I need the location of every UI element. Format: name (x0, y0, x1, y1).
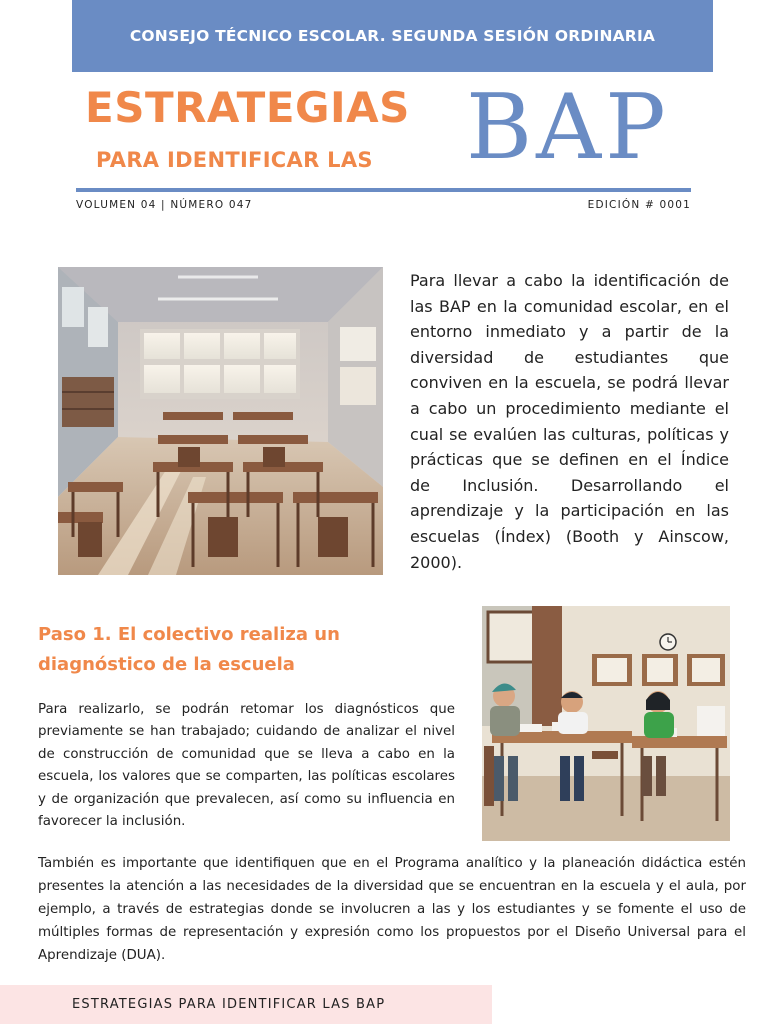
step-1-paragraph: Para realizarlo, se podrán retomar los diagnósticos que previamente se han trabajado; cuidando de analizar el nivel de construcción de comunidad que se lleva a cabo en la escuela, los valores que se comparten, las políticas escolares y de organización que prevalecen, así como su influencia en favorecer la inclusión. (38, 702, 455, 830)
volume-number: VOLUMEN 04 | NÚMERO 047 (76, 199, 253, 211)
edition-number: EDICIÓN # 0001 (587, 199, 691, 211)
closing-paragraph: También es importante que identifiquen que en el Programa analítico y la planeación didáctica estén presentes la atención a las necesidades de la diversidad que se encuentran en la escuela y el aula, por ejemplo, a través de estrategias donde se involucren a las y los estudiantes y se fomente el uso de múltiples formas de representación y expresión como los propuestos por el Diseño Universal para el Aprendizaje (DUA). (38, 856, 746, 963)
title-subtitle: PARA IDENTIFICAR LAS (96, 148, 373, 172)
footer-bar (0, 985, 492, 1024)
header-banner (72, 0, 713, 72)
classroom-illustration (58, 267, 383, 575)
banner-text: CONSEJO TÉCNICO ESCOLAR. SEGUNDA SESIÓN ORDINARIA (129, 27, 656, 45)
header-divider (76, 188, 691, 192)
title-bap: BAP (466, 75, 670, 180)
students-illustration (482, 606, 730, 841)
intro-paragraph: Para llevar a cabo la identificación de las BAP en la comunidad escolar, en el entorno inmediato y a partir de la diversidad de estudiantes que conviven en la escuela, se podrá llevar a cabo un procedimiento mediante el cual se evalúen las culturas, políticas y prácticas que se definen en el Índice de Inclusión. Desarrollando el aprendizaje y la participación en las escuelas (Índex) (Booth y Ainscow, 2000). (410, 271, 729, 572)
footer-text: ESTRATEGIAS PARA IDENTIFICAR LAS BAP (72, 997, 386, 1012)
title-main: ESTRATEGIAS (85, 83, 410, 132)
step-1-heading: Paso 1. El colectivo realiza un diagnóstico de la escuela (38, 624, 340, 675)
